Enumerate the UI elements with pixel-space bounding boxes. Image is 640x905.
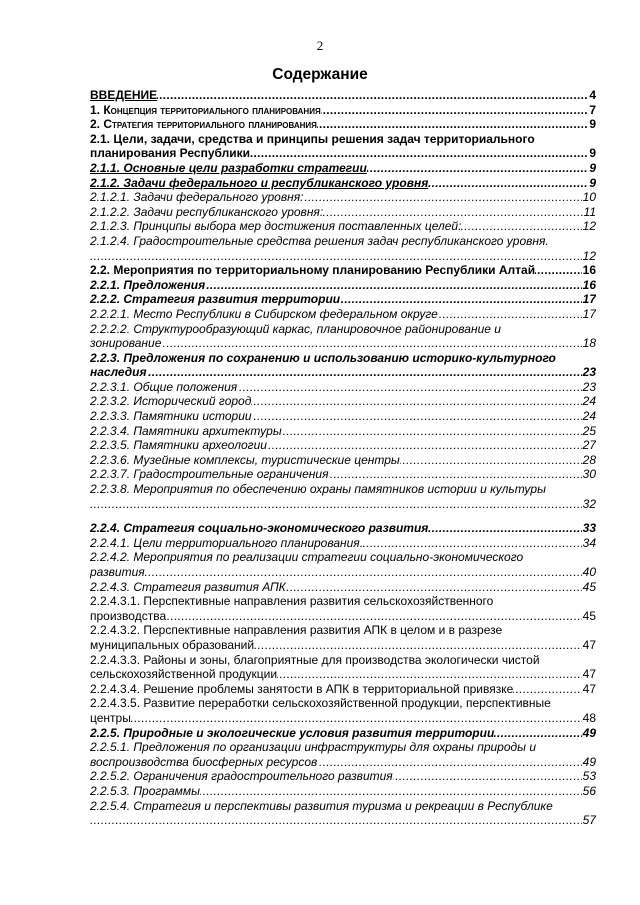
toc-entry[interactable]: 2.2.1. Предложения 16 ..... bbox=[90, 278, 596, 293]
toc-entry[interactable]: 2.1.1. Основные цели разработки стратегии 9 ..... bbox=[90, 161, 596, 176]
toc-entry[interactable]: 2.2.5.1. Предложения по организации инфраструктуры для охраны природы и воспроизводства биосферных ресурсов 49 ..... bbox=[90, 740, 596, 769]
toc-entry[interactable]: 2.2.2.1. Место Республики в Сибирском федеральном округе 17 ..... bbox=[90, 307, 596, 322]
toc-entry[interactable]: 2.2.4.3.3. Районы и зоны, благоприятные для производства экологически чистой сельскохозяйственной продукции 47 ..... bbox=[90, 653, 596, 682]
toc-entry[interactable]: 2.2.4.3.2. Перспективные направления развития АПК в целом и в разрезе муниципальных образований 47 ..... bbox=[90, 623, 596, 652]
toc-entry[interactable]: 2.2.3.3. Памятники истории 24 ..... bbox=[90, 409, 596, 424]
toc-entry[interactable]: 2.2.2. Стратегия развития территории 17 ..... bbox=[90, 292, 596, 307]
toc-entry[interactable]: 2.2.5. Природные и экологические условия развития территории 49 ..... bbox=[90, 726, 596, 741]
toc-entry[interactable]: 2.2.3.1. Общие положения 23 ..... bbox=[90, 380, 596, 395]
toc-entry[interactable]: 2.2.3.6. Музейные комплексы, туристические центры 28 ..... bbox=[90, 453, 596, 468]
toc-entry[interactable]: 2.2.4.2. Мероприятия по реализации стратегии социально-экономического развития 40 ..... bbox=[90, 550, 596, 579]
toc-entry[interactable]: 2.2.4.1. Цели территориального планирования. 34 ..... bbox=[90, 536, 596, 551]
toc-entry[interactable]: 2.2.3.7. Градостроительные ограничения 30 ..... bbox=[90, 467, 596, 482]
toc-entry[interactable]: 2.2.3. Предложения по сохранению и использованию историко-культурного наследия 23 ..... bbox=[90, 351, 596, 380]
toc-entry[interactable]: 2.2.4.3.5. Развитие переработки сельскохозяйственной продукции, перспективные центры 48 ..... bbox=[90, 696, 596, 725]
toc-entry[interactable]: 2.1. Цели, задачи, средства и принципы решения задач территориального планирования Республики 9 ..... bbox=[90, 132, 596, 161]
toc-entry[interactable]: 2.2.5.3. Программы 56 ..... bbox=[90, 784, 596, 799]
toc-entry[interactable]: 2. Стратегия территориального планирования 9 ..... bbox=[90, 117, 596, 132]
spacer bbox=[90, 511, 596, 521]
toc-entry[interactable]: 2.1.2.1. Задачи федерального уровня: 10 ..... bbox=[90, 190, 596, 205]
toc-entry[interactable]: 2.2.4.3.4. Решение проблемы занятости в АПК в территориальной привязке 47 ..... bbox=[90, 682, 596, 697]
toc-entry[interactable]: 2.2.5.2. Ограничения градостроительного развития 53 ..... bbox=[90, 769, 596, 784]
toc-entry[interactable]: 2.2.2.2. Структурообразующий каркас, планировочное районирование и зонирование 18 ..... bbox=[90, 322, 596, 351]
toc-entry[interactable]: 2.2. Мероприятия по территориальному планированию Республики Алтай 16 ..... bbox=[90, 263, 596, 278]
toc-entry[interactable]: 2.1.2.4. Градостроительные средства решения задач республиканского уровня. 12 ..... bbox=[90, 234, 596, 263]
toc-entry[interactable]: 2.1.2. Задачи федерального и республиканского уровня 9 ..... bbox=[90, 176, 596, 191]
table-of-contents bbox=[90, 88, 596, 828]
toc-entry[interactable]: 2.2.4.3.1. Перспективные направления развития сельскохозяйственного производства 45 ..... bbox=[90, 594, 596, 623]
toc-entry[interactable]: 2.2.3.2. Исторический город 24 ..... bbox=[90, 394, 596, 409]
toc-title: Содержание bbox=[272, 66, 368, 83]
toc-entry[interactable]: 2.2.3.5. Памятники археологии 27 ..... bbox=[90, 438, 596, 453]
toc-entry[interactable]: 1. Концепция территориального планирования 7 ..... bbox=[90, 103, 596, 118]
toc-entry[interactable]: 2.1.2.2. Задачи республиканского уровня: 11 ..... bbox=[90, 205, 596, 220]
toc-entry[interactable]: ВВЕДЕНИЕ 4 ..... bbox=[90, 88, 596, 103]
page-number: 2 bbox=[316, 38, 324, 53]
toc-entry[interactable]: 2.2.5.4. Стратегия и перспективы развития туризма и рекреации в Республике 57 ..... bbox=[90, 799, 596, 828]
toc-entry[interactable]: 2.2.4.3. Стратегия развития АПК 45 ..... bbox=[90, 580, 596, 595]
toc-entry[interactable]: 2.1.2.3. Принципы выбора мер достижения поставленных целей: 12 ..... bbox=[90, 219, 596, 234]
toc-entry[interactable]: 2.2.4. Стратегия социально-экономического развития 33 ..... bbox=[90, 521, 596, 536]
toc-entry[interactable]: 2.2.3.8. Мероприятия по обеспечению охраны памятников истории и культуры 32 ..... bbox=[90, 482, 596, 511]
toc-entry[interactable]: 2.2.3.4. Памятники архитектуры 25 ..... bbox=[90, 424, 596, 439]
